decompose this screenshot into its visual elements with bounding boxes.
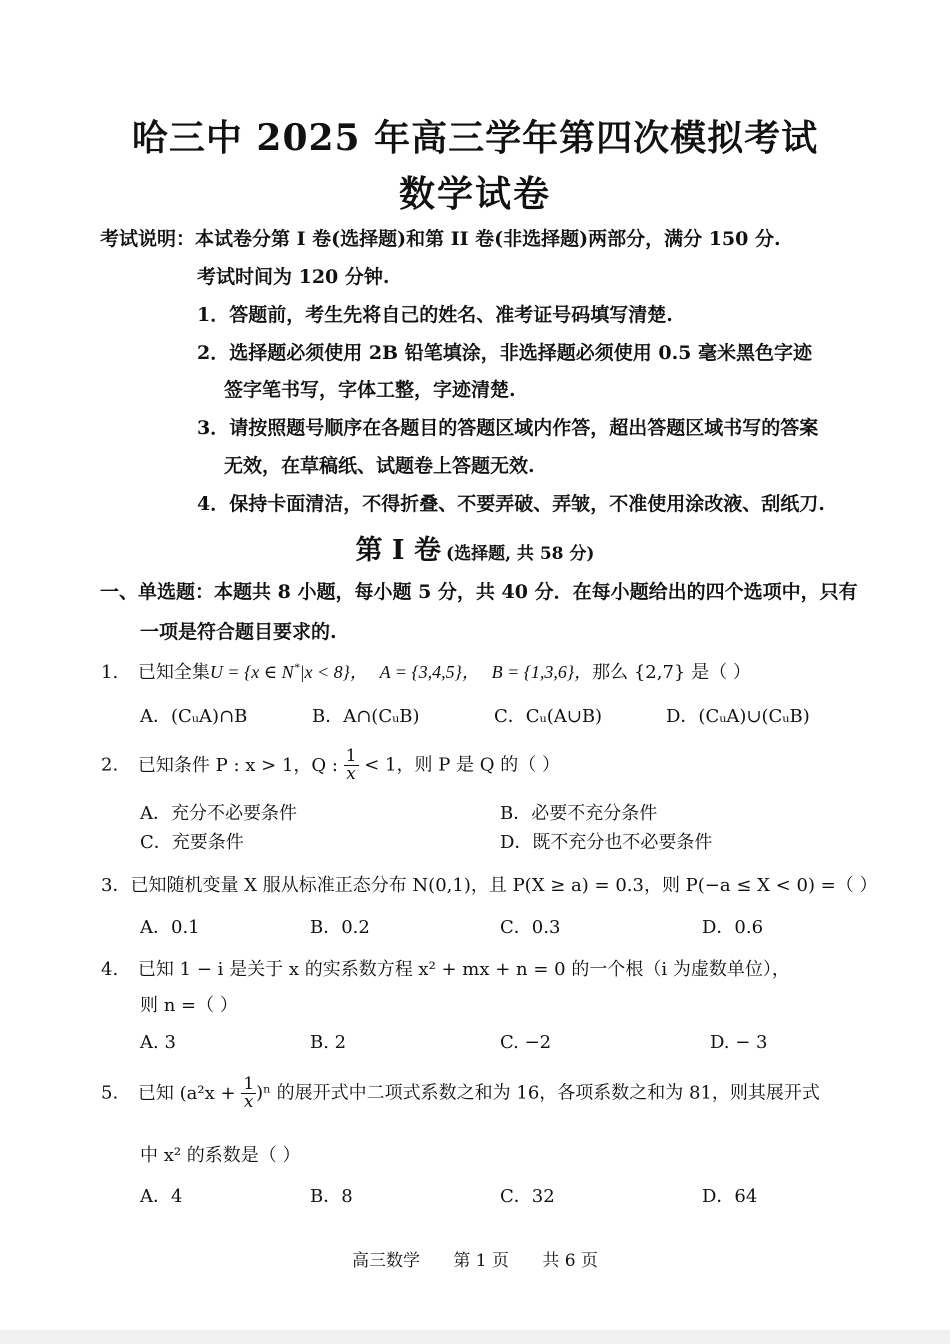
q5-number: 5. <box>101 1082 119 1104</box>
q5-option-a[interactable]: A．4 <box>140 1186 183 1207</box>
q4-option-b[interactable]: B. 2 <box>310 1032 347 1053</box>
footer-page: 第 1 页 <box>453 1251 509 1271</box>
q2-option-c[interactable]: C．充要条件 <box>140 832 244 853</box>
q5-fraction: $\frac{1}{x}$ <box>243 1074 255 1112</box>
q2-number: 2. <box>101 754 119 776</box>
q1-universe-cond: |x < 8}， <box>299 662 368 682</box>
q5-pre: 已知 (a²x + <box>137 1082 236 1104</box>
part1-heading-cont: 一项是符合题目要求的. <box>140 621 337 643</box>
q1-post: 那么 {2,7} 是（ ） <box>592 662 751 683</box>
q2-fraction: $\frac{1}{x}$ <box>345 746 357 784</box>
instructions-text-1: 本试卷分第 I 卷(选择题)和第 II 卷(非选择题)两部分，满分 150 分. <box>195 228 781 250</box>
q1-number: 1. <box>101 662 119 683</box>
instruction-item-4: 4．保持卡面清洁，不得折叠、不要弄破、弄皱，不准使用涂改液、刮纸刀. <box>197 493 825 515</box>
question-1: 1. 已知全集U = {x ∈ N*|x < 8}， A = {3,4,5}， B = {1,3,6}，那么 {2,7} 是（ ） <box>101 660 751 683</box>
part1-heading: 一、单选题：本题共 8 小题，每小题 5 分，共 40 分．在每小题给出的四个选项中，只有 <box>100 581 858 603</box>
q4-text-cont: 则 n =（ ） <box>140 995 238 1016</box>
exam-subtitle: 数学试卷 <box>398 173 551 215</box>
instructions-line-1 <box>100 224 781 251</box>
q5-post: )ⁿ 的展开式中二项式系数之和为 16，各项系数之和为 81，则其展开式 <box>256 1082 820 1104</box>
q1-option-d[interactable]: D．(CᵤA)∪(CᵤB) <box>666 706 810 727</box>
q1-option-b[interactable]: B．A∩(CᵤB) <box>312 706 420 727</box>
q1-pre: 已知全集 <box>137 662 210 683</box>
q3-text: 已知随机变量 X 服从标准正态分布 N(0,1)，且 P(X ≥ a) = 0.3，则 P(−a ≤ X < 0) =（ ） <box>130 875 878 896</box>
instructions-line-2: 考试时间为 120 分钟. <box>197 266 390 288</box>
q1-set-a: A = {3,4,5}， <box>379 662 480 682</box>
question-3 <box>101 871 878 897</box>
q3-number: 3． <box>101 875 131 896</box>
q2-option-b[interactable]: B．必要不充分条件 <box>500 803 658 824</box>
instruction-item-3: 3．请按照题号顺序在各题目的答题区域内作答，超出答题区域书写的答案 <box>197 417 819 439</box>
q5-option-b[interactable]: B．8 <box>310 1186 353 1207</box>
q3-option-b[interactable]: B．0.2 <box>310 917 370 938</box>
instruction-item-3-cont: 无效，在草稿纸、试题卷上答题无效. <box>224 455 535 477</box>
section-heading <box>0 528 950 567</box>
q1-universe: U = {x ∈ N <box>209 662 294 682</box>
exam-title: 哈三中 2025 年高三学年第四次模拟考试 <box>131 117 819 159</box>
q5-option-d[interactable]: D．64 <box>702 1186 758 1207</box>
q4-option-c[interactable]: C. −2 <box>500 1032 552 1053</box>
section-note: (选择题, 共 58 分) <box>446 544 595 564</box>
q1-option-a[interactable]: A．(CᵤA)∩B <box>140 706 248 727</box>
q5-option-c[interactable]: C．32 <box>500 1186 555 1207</box>
q1-option-c[interactable]: C．Cᵤ(A∪B) <box>494 706 603 727</box>
q2-pre: 已知条件 P : x > 1，Q : <box>137 754 338 776</box>
q2-post: < 1，则 P 是 Q 的（ ） <box>364 754 560 776</box>
q2-option-a[interactable]: A．充分不必要条件 <box>140 803 297 824</box>
q4-text: 已知 1 − i 是关于 x 的实系数方程 x² + mx + n = 0 的一个根（i 为虚数单位）， <box>137 959 790 980</box>
instruction-item-1: 1．答题前，考生先将自己的姓名、准考证号码填写清楚. <box>197 304 673 326</box>
footer-subject: 高三数学 <box>351 1251 420 1271</box>
question-5 <box>101 1076 820 1111</box>
q2-option-d[interactable]: D．既不充分也不必要条件 <box>500 832 713 853</box>
footer-total: 共 6 页 <box>542 1251 599 1271</box>
page-footer <box>0 1246 950 1271</box>
instructions-label: 考试说明： <box>100 228 196 250</box>
question-2 <box>101 748 560 783</box>
q4-option-a[interactable]: A. 3 <box>140 1032 176 1053</box>
q5-text-cont: 中 x² 的系数是（ ） <box>140 1145 301 1166</box>
question-4 <box>101 955 790 981</box>
q4-option-d[interactable]: D. − 3 <box>710 1032 768 1053</box>
section-title: 第 I 卷 <box>355 535 441 566</box>
q1-set-b: B = {1,3,6}， <box>491 662 593 682</box>
q3-option-a[interactable]: A．0.1 <box>140 917 200 938</box>
q3-option-c[interactable]: C．0.3 <box>500 917 561 938</box>
q4-number: 4. <box>101 959 119 980</box>
instruction-item-2-cont: 签字笔书写，字体工整，字迹清楚. <box>224 379 516 401</box>
bottom-edge <box>0 1330 950 1344</box>
instruction-item-2: 2．选择题必须使用 2B 铅笔填涂，非选择题必须使用 0.5 毫米黑色字迹 <box>197 342 813 364</box>
q3-option-d[interactable]: D．0.6 <box>702 917 764 938</box>
